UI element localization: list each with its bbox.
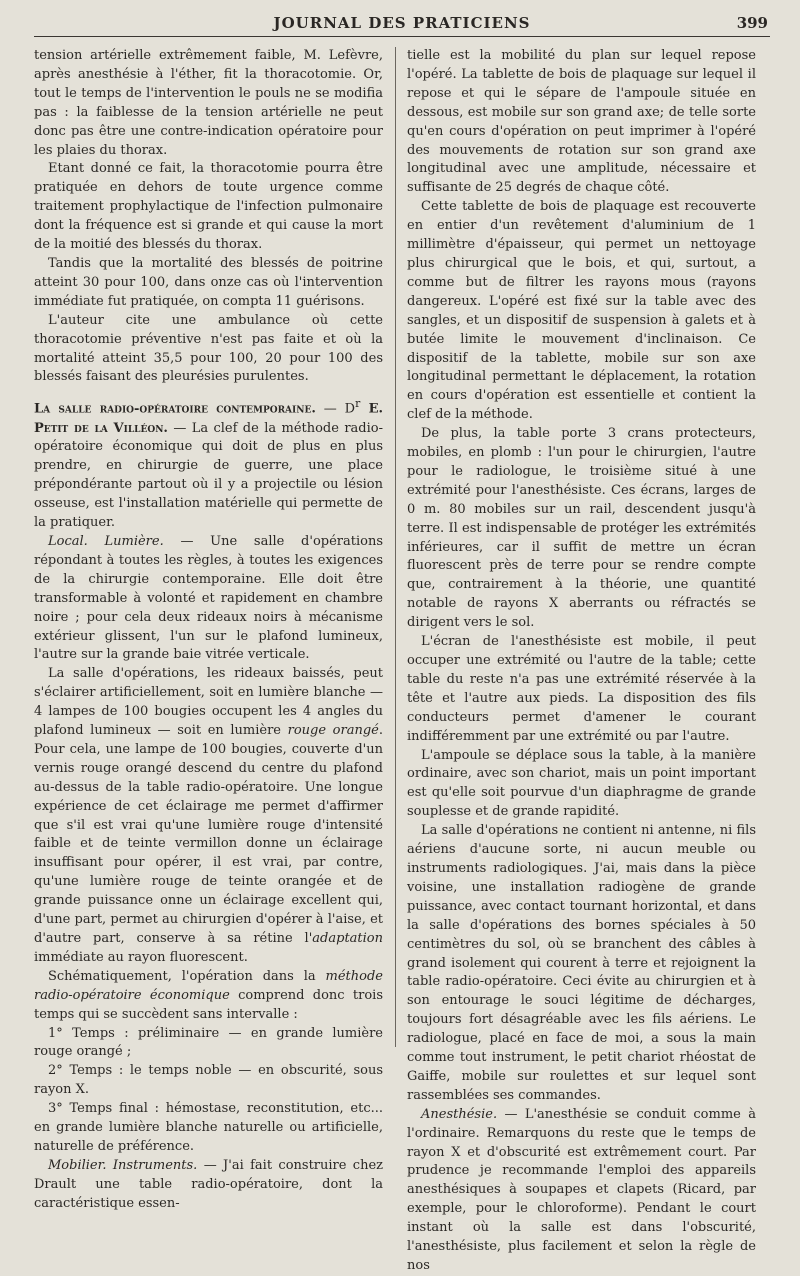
page-header (34, 8, 770, 37)
article-title: La salle radio-opératoire contemporaine. (34, 401, 316, 417)
paragraph: Cette tablette de bois de plaquage est recouverte en entier d'un revêtement d'aluminium de 1 millimètre d'épaisseur, qui permet un nettoyage plus chirurgical que le bois, et qui, surtout, a comme but de filtrer les rayons mous (rayons dangereux. L'opéré est fixé sur la table avec des sangles, et un dispositif de suspension à galets et à butée limite le mouvement d'inclinaison. Ce dispositif de la tablette, mobile sur son axe longitudinal permettant le déplacement, la rotation en cours d'opération est essentielle et contient la clef de la méthode. (407, 199, 756, 423)
steps-list (34, 1025, 383, 1157)
text-run: La salle d'opérations, les rideaux baissés, peut s'éclairer artificiellement, soit en lumière blanche — 4 lampes de 100 bougies occupent les 4 angles du plafond lumineux — soit en lumière (34, 666, 383, 739)
paragraph-anesthesia (407, 1106, 756, 1276)
paragraph: Etant donné ce fait, la thoracotomie pourra être pratiquée en dehors de toute urgence comme traitement prophylactique de l'infection pulmonaire dont la fréquence est si grande et qui cause la mort de la moitié des blessés du thorax. (34, 161, 383, 253)
section-text-furniture: — J'ai fait construire chez Drault une table radio-opératoire, dont la caractéristique essen- (34, 1157, 383, 1211)
heading-dash: — D (315, 401, 356, 417)
paragraph: La salle d'opérations ne contient ni antenne, ni fils aériens d'aucune sorte, ni aucun meuble ou instruments radiologiques. J'ai, mais dans la pièce voisine, une installation radiogène de grande puissance, avec contact tournant horizontal, et dans la salle d'opérations des bornes spéciales à 50 centimètres du sol, où se branchent des câbles à grand isolement qui courent à terre et rejoignent la table radio-opératoire. Ceci évite au chirurgien et à son entourage le souci légitime de décharges, toujours fort désagréable avec les fils aériens. Le radiologue, placé en face de moi, a sous la main comme tout instrument, le petit chariot rhéostat de Gaiffe, mobile sur roulettes et sur lequel sont rassemblées ses commandes. (407, 823, 756, 1103)
list-item: 2° Temps : le temps noble — en obscurité, sous rayon X. (34, 1063, 383, 1098)
page-number: 399 (736, 14, 768, 32)
paragraph-lighting (34, 665, 383, 968)
paragraph: tielle est la mobilité du plan sur lequel repose l'opéré. La tablette de bois de plaquage sur lequel il repose et qui le sépare de l'ampoule située en dessous, est mobile sur son grand axe; de telle sorte qu'en cours d'opération on peut imprimer à l'opéré des mouvements de rotation sur son grand axe longitudinal avec une amplitude, nécessaire et suffisante de 25 degrés de chaque côté. (407, 48, 756, 196)
right-column (407, 47, 756, 1276)
paragraph: L'auteur cite une ambulance où cette thoracotomie préventive n'est pas faite et où la mortalité atteint 35,5 pour 100, 20 pour 100 des blessés faisant des pleurésies purulentes. (34, 312, 383, 385)
journal-title: JOURNAL DES PRATICIENS (273, 14, 531, 32)
text-columns (24, 47, 778, 1276)
heading-sup: r (355, 397, 361, 411)
text-run: . Pour cela, une lampe de 100 bougies, couverte d'un vernis rouge orangé descend du centre du plafond au-dessus de la table radio-opératoire. Une longue expérience de cet éclairage me permet d'affirmer que s'il est vrai qu'une lumière rouge d'intensité faible et de teinte vermillon donne un éclairage insuffisant pour opérer, il est vrai, par contre, qu'une lumière rouge de teinte orangée et de grande puissance onne un éclairage excellent qui, d'une part, permet au chirurgien d'opérer à l'aise, et d'autre part, conserve à sa rétine l' (34, 723, 383, 947)
section-text-anesthesia: — L'anesthésie se conduit comme à l'ordinaire. Remarquons du reste que le temps de rayon X et d'obscurité est extrêmement court. Par prudence je recommande l'emploi des appareils anesthésiques à soupapes et clapets (Ricard, par exemple, pour le chloroforme). Pendant le court instant où la salle est dans l'obscurité, l'anesthésiste, plus facilement et selon la règle de nos (407, 1106, 756, 1273)
text-run: immédiate au rayon fluorescent. (34, 949, 248, 965)
article-author: E. Petit de la Villéon. (34, 401, 384, 436)
italic-run: adaptation (312, 931, 383, 947)
italic-run: rouge orangé (287, 723, 379, 739)
left-column (34, 47, 383, 1276)
article-intro: — La clef de la méthode radio-opératoire économique qui doit de plus en plus prendre, en chirurgie de guerre, une place prépondérante partout où il y a projectile ou lésion osseuse, est l'installation matérielle qui permette de la pratiquer. (34, 420, 383, 531)
article-heading (34, 395, 383, 533)
paragraph-local (34, 533, 383, 665)
section-text-local: — Une salle d'opérations répondant à toutes les règles, à toutes les exigences de la chirurgie contemporaine. Elle doit être transformable à volonté et rapidement en chambre noire ; pour cela deux rideaux noirs à mécanisme extérieur glissent, l'un sur le plafond lumineux, l'autre sur la grande baie vitrée verticale. (34, 533, 384, 663)
list-item: 1° Temps : préliminaire — en grande lumière rouge orangé ; (34, 1025, 383, 1060)
list-item: 3° Temps final : hémostase, reconstitution, etc... en grande lumière blanche naturelle ou artificielle, naturelle de préférence. (34, 1101, 383, 1154)
paragraph: tension artérielle extrêmement faible, M. Lefèvre, après anesthésie à l'éther, fit la thoracotomie. Or, tout le temps de l'intervention le pouls ne se modifia pas : la faiblesse de la tension artérielle ne peut donc pas être une contre-indication opératoire pour les plaies du thorax. (34, 48, 383, 158)
section-label-anesthesia: Anesthésie. (421, 1106, 498, 1122)
paragraph-schema (34, 968, 383, 1025)
paragraph: Tandis que la mortalité des blessés de poitrine atteint 30 pour 100, dans onze cas où l'intervention immédiate fut pratiquée, on compta 11 guérisons. (34, 255, 383, 309)
paragraph: De plus, la table porte 3 crans protecteurs, mobiles, en plomb : l'un pour le chirurgien, l'autre pour le radiologue, le troisième situé à une extrémité pour l'anesthésiste. Ces écrans, larges de 0 m. 80 mobiles sur un rail, descendent jusqu'à terre. Il est indispensable de protéger les extrémités inférieures, car il suffit de mettre un écran fluorescent près de terre pour se rendre compte que, contrairement à la théorie, une quantité notable de rayons X aberrants ou réfractés se dirigent vers le sol. (407, 426, 756, 631)
paragraph: L'ampoule se déplace sous la table, à la manière ordinaire, avec son chariot, mais un point important est qu'elle soit pourvue d'un diaphragme de grande souplesse et de grande rapidité. (407, 747, 756, 820)
paragraph-furniture (34, 1157, 383, 1214)
section-label-local: Local. Lumière. (48, 533, 164, 549)
text-run: Schématiquement, l'opération dans la (48, 968, 326, 984)
text-run: comprend donc trois temps qui se succèdent sans intervalle : (34, 987, 383, 1022)
section-label-furniture: Mobilier. Instruments. (48, 1157, 198, 1173)
italic-run: méthode radio-opératoire économique (34, 968, 383, 1003)
paragraph: L'écran de l'anesthésiste est mobile, il peut occuper une extrémité ou l'autre de la table; cette table du reste n'a pas une extrémité réservée à la tête et l'autre aux pieds. La disposition des fils conducteurs permet d'amener le courant indifféremment par une extrémité ou par l'autre. (407, 634, 756, 744)
column-divider (395, 47, 396, 1047)
